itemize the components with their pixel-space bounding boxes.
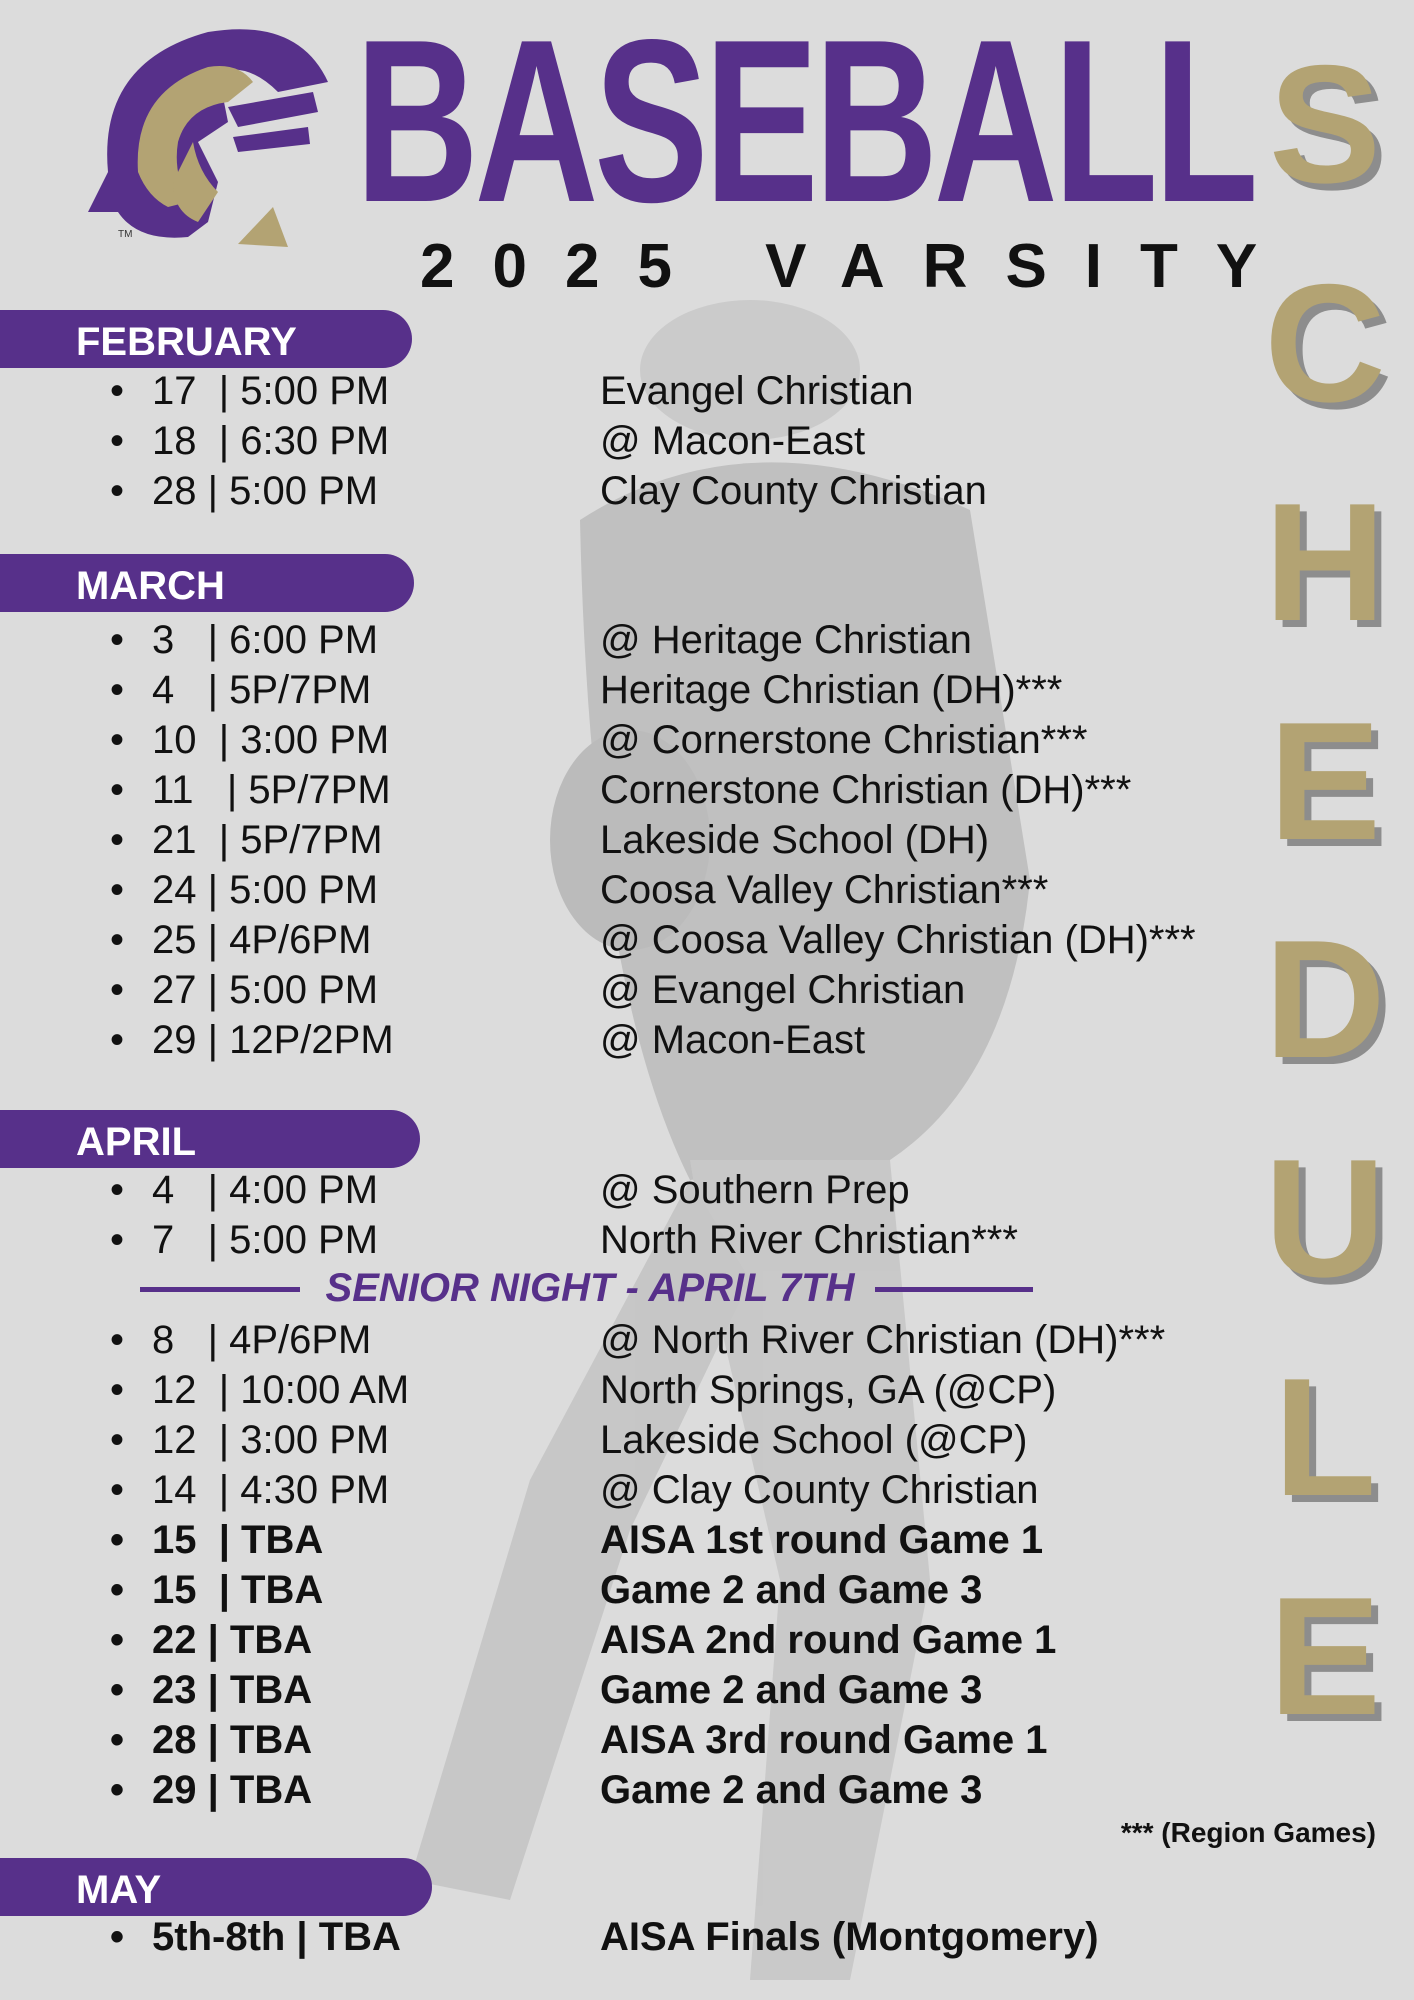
month-label: MAY — [76, 1868, 162, 1912]
game-opponent: @ Evangel Christian — [600, 968, 966, 1012]
trademark-mark: TM — [118, 229, 133, 240]
bullet-icon: • — [110, 868, 125, 912]
game-row — [110, 1767, 1260, 1813]
game-date-time: 8 | 4P/6PM — [152, 1318, 372, 1362]
game-row — [110, 1567, 1260, 1613]
schedule-letter: U — [1264, 1124, 1386, 1313]
game-opponent: AISA 1st round Game 1 — [600, 1518, 1044, 1562]
game-opponent: @ Heritage Christian — [600, 618, 972, 662]
page-subtitle: 2025 VARSITY — [420, 232, 1296, 301]
bullet-icon: • — [110, 1218, 125, 1262]
schedule-letter: E — [1268, 1561, 1382, 1750]
game-row — [110, 1517, 1260, 1563]
senior-night-label: SENIOR NIGHT - APRIL 7TH — [325, 1266, 855, 1310]
game-opponent: @ Clay County Christian — [600, 1468, 1039, 1512]
game-opponent: @ Macon-East — [600, 1018, 866, 1062]
game-date-time: 12 | 10:00 AM — [152, 1368, 410, 1412]
bullet-icon: • — [110, 1618, 125, 1662]
game-row — [110, 1667, 1260, 1713]
schedule-letter: C — [1264, 248, 1386, 437]
bullet-icon: • — [110, 1915, 125, 1959]
game-date-time: 11 | 5P/7PM — [152, 768, 391, 812]
game-date-time: 5th-8th | TBA — [152, 1915, 401, 1959]
game-row — [110, 468, 1260, 514]
bullet-icon: • — [110, 1168, 125, 1212]
bullet-icon: • — [110, 369, 125, 413]
schedule-letter: H — [1264, 467, 1386, 656]
game-date-time: 25 | 4P/6PM — [152, 918, 372, 962]
game-opponent: Lakeside School (@CP) — [600, 1418, 1028, 1462]
game-opponent: @ Macon-East — [600, 419, 866, 463]
game-date-time: 15 | TBA — [152, 1568, 324, 1612]
divider-line — [140, 1287, 300, 1292]
game-opponent: Game 2 and Game 3 — [600, 1668, 983, 1712]
game-date-time: 21 | 5P/7PM — [152, 818, 383, 862]
bullet-icon: • — [110, 1718, 125, 1762]
game-date-time: 28 | TBA — [152, 1718, 313, 1762]
bullet-icon: • — [110, 618, 125, 662]
game-opponent: @ North River Christian (DH)*** — [600, 1318, 1166, 1362]
game-opponent: Heritage Christian (DH)*** — [600, 668, 1063, 712]
game-date-time: 18 | 6:30 PM — [152, 419, 390, 463]
bullet-icon: • — [110, 419, 125, 463]
game-row — [110, 717, 1260, 763]
month-label: APRIL — [76, 1120, 196, 1164]
month-banner-april — [0, 1110, 420, 1168]
bullet-icon: • — [110, 1768, 125, 1812]
game-opponent: @ Southern Prep — [600, 1168, 910, 1212]
game-row — [110, 1367, 1260, 1413]
schedule-letter: L — [1273, 1343, 1377, 1532]
game-opponent: Cornerstone Christian (DH)*** — [600, 768, 1132, 812]
bullet-icon: • — [110, 818, 125, 862]
bullet-icon: • — [110, 968, 125, 1012]
game-row — [110, 617, 1260, 663]
bullet-icon: • — [110, 668, 125, 712]
game-row — [110, 418, 1260, 464]
month-label: FEBRUARY — [76, 320, 297, 364]
game-date-time: 14 | 4:30 PM — [152, 1468, 390, 1512]
game-row — [110, 917, 1260, 963]
game-row — [110, 1467, 1260, 1513]
game-opponent: Game 2 and Game 3 — [600, 1568, 983, 1612]
game-row — [110, 1617, 1260, 1663]
bullet-icon: • — [110, 1668, 125, 1712]
bullet-icon: • — [110, 1418, 125, 1462]
month-banner-march — [0, 554, 414, 612]
bullet-icon: • — [110, 1318, 125, 1362]
game-date-time: 10 | 3:00 PM — [152, 718, 390, 762]
game-opponent: @ Cornerstone Christian*** — [600, 718, 1088, 762]
game-opponent: AISA 2nd round Game 1 — [600, 1618, 1057, 1662]
bullet-icon: • — [110, 1568, 125, 1612]
game-date-time: 15 | TBA — [152, 1518, 324, 1562]
schedule-letter: S — [1268, 30, 1382, 218]
game-row — [110, 1417, 1260, 1463]
game-date-time: 23 | TBA — [152, 1668, 313, 1712]
bullet-icon: • — [110, 1468, 125, 1512]
game-date-time: 22 | TBA — [152, 1618, 313, 1662]
senior-night-divider — [140, 1262, 1033, 1314]
game-opponent: Clay County Christian — [600, 469, 987, 513]
game-opponent: Lakeside School (DH) — [600, 818, 990, 862]
game-date-time: 29 | TBA — [152, 1768, 313, 1812]
month-banner-may — [0, 1858, 432, 1916]
month-label: MARCH — [76, 564, 225, 608]
game-opponent: Game 2 and Game 3 — [600, 1768, 983, 1812]
game-row — [110, 967, 1260, 1013]
game-date-time: 24 | 5:00 PM — [152, 868, 379, 912]
game-date-time: 4 | 4:00 PM — [152, 1168, 379, 1212]
game-opponent: @ Coosa Valley Christian (DH)*** — [600, 918, 1196, 962]
spartan-helmet-logo — [78, 22, 340, 254]
game-date-time: 29 | 12P/2PM — [152, 1018, 394, 1062]
schedule-letter: E — [1268, 686, 1382, 875]
game-opponent: North Springs, GA (@CP) — [600, 1368, 1057, 1412]
game-opponent: Coosa Valley Christian*** — [600, 868, 1049, 912]
bullet-icon: • — [110, 469, 125, 513]
bullet-icon: • — [110, 768, 125, 812]
game-opponent: Evangel Christian — [600, 369, 914, 413]
game-row — [110, 1017, 1260, 1063]
game-row — [110, 867, 1260, 913]
game-row — [110, 1167, 1260, 1213]
game-row — [110, 1217, 1260, 1263]
game-opponent: North River Christian*** — [600, 1218, 1018, 1262]
game-row — [110, 817, 1260, 863]
bullet-icon: • — [110, 718, 125, 762]
schedule-letter: D — [1264, 905, 1386, 1094]
divider-line — [875, 1287, 1033, 1292]
game-row — [110, 667, 1260, 713]
game-date-time: 7 | 5:00 PM — [152, 1218, 379, 1262]
bullet-icon: • — [110, 918, 125, 962]
game-opponent: AISA Finals (Montgomery) — [600, 1915, 1099, 1959]
game-date-time: 28 | 5:00 PM — [152, 469, 379, 513]
game-date-time: 4 | 5P/7PM — [152, 668, 372, 712]
game-date-time: 17 | 5:00 PM — [152, 369, 390, 413]
game-date-time: 27 | 5:00 PM — [152, 968, 379, 1012]
bullet-icon: • — [110, 1018, 125, 1062]
bullet-icon: • — [110, 1518, 125, 1562]
game-row — [110, 368, 1260, 414]
game-row — [110, 1717, 1260, 1763]
page-title: BASEBALL — [355, 0, 1255, 251]
region-games-footnote: *** (Region Games) — [1120, 1817, 1376, 1848]
game-row — [110, 1317, 1260, 1363]
game-date-time: 12 | 3:00 PM — [152, 1418, 390, 1462]
game-opponent: AISA 3rd round Game 1 — [600, 1718, 1048, 1762]
game-row — [110, 767, 1260, 813]
month-banner-february — [0, 310, 412, 368]
schedule-vertical-word — [1250, 30, 1400, 1750]
bullet-icon: • — [110, 1368, 125, 1412]
game-row — [110, 1914, 1260, 1960]
game-date-time: 3 | 6:00 PM — [152, 618, 379, 662]
